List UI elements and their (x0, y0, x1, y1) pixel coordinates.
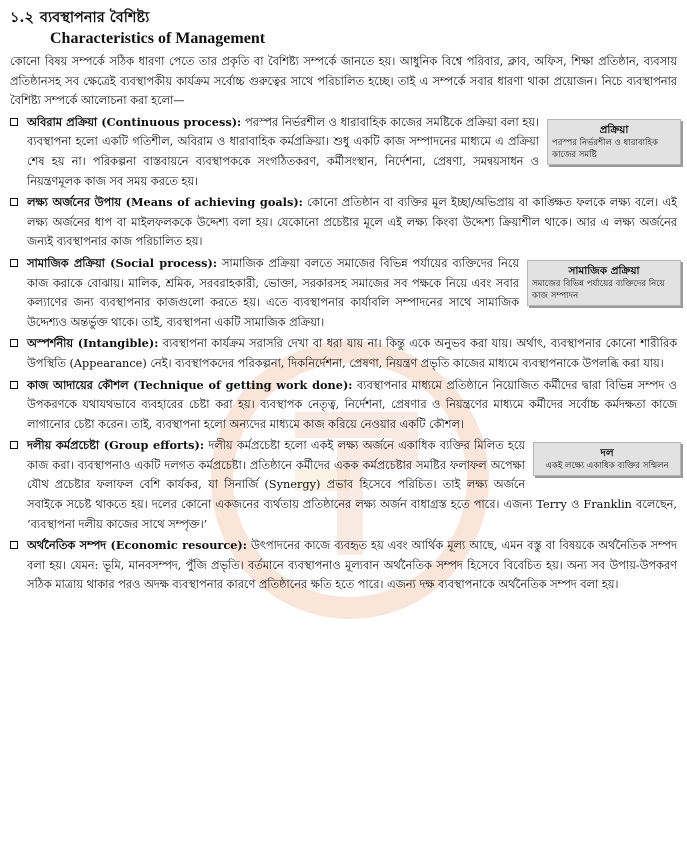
checkbox-bullet-icon (10, 118, 18, 126)
list-item-group-efforts (10, 436, 677, 534)
side-note-title: সামাজিক প্রক্রিয়া (568, 264, 640, 277)
checkbox-bullet-icon (10, 259, 18, 267)
item-text: ব্যবস্থাপনা কার্যক্রম সরাসরি দেখা বা ধরা যায় না। কিন্তু একে অনুভব করা যায়। অর্থাৎ, ব্যবস্থাপনার কোনো শারীরিক উপস্থিতি (Appearance) নেই। ব্যবস্থাপকদের পরিকল্পনা, দিকনির্দেশনা, প্রেষণা, নিয়ন্ত্রণ প্রভৃতি কাজের মাধ্যমে ব্যবস্থাপনাকে উপলব্ধি করা যায়। (27, 337, 677, 370)
list-item-economic-resource (10, 536, 677, 595)
item-heading: অর্থনৈতিক সম্পদ (Economic resource): (27, 538, 247, 553)
item-text: ব্যবস্থাপনার মাধ্যমে প্রতিষ্ঠানে নিয়োজিত কর্মীদের দ্বারা বিভিন্ন সম্পদ ও উপকরণকে যথাযথভাবে ব্যবহারের চেষ্টা করা হয়। ব্যবস্থাপক নেতৃত্ব, নির্দেশনা, প্রেষণার ও নিয়ন্ত্রণের মাধ্যমে কর্মীদের সর্বোচ্চ কর্মদক্ষতা কাজে লাগানোর চেষ্টা করেন। তাই, ব্যবস্থাপনা হলো অন্যদের মাধ্যমে কাজ করিয়ে নেওয়ার একটি কৌশল। (27, 378, 678, 431)
list-item-social-process (10, 254, 677, 332)
item-text: পরস্পর নির্ভরশীল ও ধারাবাহিক কাজের সমষ্টিকে প্রক্রিয়া বলা হয়। ব্যবস্থাপনা হলো একটি গতিশীল, অবিরাম ও ধারাবাহিক কর্মপ্রক্রিয়া। শুধু একটি কাজ সম্পাদনের মাধ্যমে এ প্রক্রিয়া শেষ হয় না। পরিকল্পনা বাস্তবায়নে ব্যবস্থাপককে সংগঠিতকরণ, কর্মীসংস্থান, নির্দেশনা, প্রেষণা, সমন্বয়সাধন ও নিয়ন্ত্রণমূলক কাজ সব সময় করতে হয়। (27, 115, 539, 188)
item-heading: দলীয় কর্মপ্রচেষ্টা (Group efforts): (27, 438, 205, 453)
side-note-text: পরস্পর নির্ভরশীল ও ধারাবাহিক কাজের সমষ্টি (552, 137, 658, 160)
section-subtitle: Characteristics of Management (50, 30, 266, 47)
checkbox-bullet-icon (10, 339, 18, 347)
item-heading: লক্ষ্য অর্জনের উপায় (Means of achieving goals): (27, 195, 303, 210)
side-note-box-social-process (527, 260, 681, 306)
section-title: ব্যবস্থাপনার বৈশিষ্ট্য (39, 9, 150, 26)
list-item-intangible (10, 334, 677, 373)
list-item-continuous-process (10, 113, 677, 191)
checkbox-bullet-icon (10, 381, 18, 389)
item-heading: অবিরাম প্রক্রিয়া (Continuous process): (27, 114, 242, 129)
item-heading: সামাজিক প্রক্রিয়া (Social process): (27, 255, 217, 270)
side-note-box-process (547, 119, 681, 165)
checkbox-bullet-icon (10, 441, 18, 449)
item-text: উৎপাদনের কাজে ব্যবহৃত হয় এবং আর্থিক মূল্য আছে, এমন বস্তু বা বিষয়কে অর্থনৈতিক সম্পদ বলা হয়। যেমন: ভূমি, মানবসম্পদ, পুঁজি প্রভৃতি। বর্তমানে ব্যবস্থাপনাও মূল্যবান অর্থনৈতিক সম্পদ হিসেবে বিবেচিত হয়। অন্য সব উপায়-উপকরণ সঠিক মাত্রায় থাকার পরও অদক্ষ ব্যবস্থাপনার কারণে প্রতিষ্ঠানের ক্ষতি হতে পারে। এজন্য দক্ষ ব্যবস্থাপনাকে অর্থনৈতিক সম্পদ বলা হয়। (27, 539, 677, 592)
section-heading (10, 8, 677, 28)
side-note-title: প্রক্রিয়া (599, 123, 629, 136)
item-text: সামাজিক প্রক্রিয়া বলতে সমাজের বিভিন্ন পর্যায়ের ব্যক্তিদের নিয়ে কাজ করাকে বোঝায়। মালিক, শ্রমিক, সরবরাহকারী, ভোক্তা, সরকারসহ সমাজের সব পক্ষকে নিয়ে এবং সবার কল্যাণের জন্য ব্যবস্থাপনার কাজগুলো করতে হয়। এতে ব্যবস্থাপনার কার্যাবলি সম্পাদনের সাথে সামাজিক উদ্দেশ্যও অন্তর্ভুক্ত থাকে। তাই, ব্যবস্থাপনা একটি সামাজিক প্রক্রিয়া। (27, 256, 519, 329)
side-note-box-group (533, 442, 681, 476)
list-item-technique-work-done (10, 376, 677, 435)
section-number: ১.২ (10, 9, 34, 26)
side-note-title: দল (600, 447, 614, 460)
checkbox-bullet-icon (10, 198, 18, 206)
side-note-text: একই লক্ষ্যে একাধিক ব্যক্তির সম্মিলন (545, 461, 669, 472)
item-text: কোনো প্রতিষ্ঠান বা ব্যক্তির মূল ইচ্ছা/অভিপ্রায় বা কাঙ্ক্ষিত ফলকে লক্ষ্য বলে। এই লক্ষ্য অর্জনের ধাপ বা মাইলফলককে উদ্দেশ্য বলা হয়। যেকোনো প্রচেষ্টার মূলে এই লক্ষ্য কিংবা উদ্দেশ্য ক্রিয়াশীল থাকে। আর এ লক্ষ্য অর্জনের জন্যই ব্যবস্থাপনার কাজ পরিচালিত হয়। (27, 196, 677, 249)
checkbox-bullet-icon (10, 541, 18, 549)
item-text: দলীয় কর্মপ্রচেষ্টা হলো একই লক্ষ্য অর্জনে একাধিক ব্যক্তির মিলিত হয়ে কাজ করা। ব্যবস্থাপনাও একটি দলগত কর্মপ্রচেষ্টা। প্রতিষ্ঠানে কর্মীদের একক কর্মপ্রচেষ্টার সমষ্টির ফলাফল অপেক্ষা যৌথ প্রচেষ্টার ফলাফল বেশি কার্যকর, যা সিনার্জি (Synergy) প্রভাব হিসেবে পরিচিত। তাই লক্ষ্য অর্জনে সবাইকে সচেষ্ট থাকতে হয়। দলের কোনো একজনের ব্যর্থতায় প্রতিষ্ঠানের লক্ষ্য অর্জন বাধাগ্রস্ত হতে পারে। এজন্য Terry ও Franklin বলেছেন, ‘ব্যবস্থাপনা দলীয় কাজের সাথে সম্পৃক্ত।’ (27, 439, 677, 531)
intro-paragraph: কোনো বিষয় সম্পর্কে সঠিক ধারণা পেতে তার প্রকৃতি বা বৈশিষ্ট্য সম্পর্কে জানতে হয়। আধুনিক বিশ্বে পরিবার, ক্লাব, অফিস, শিক্ষা প্রতিষ্ঠান, ব্যবসায় প্রতিষ্ঠানসহ সব ক্ষেত্রেই ব্যবস্থাপকীয় কার্যক্রম সর্বোচ্চ গুরুত্বের সাথে পরিচালিত হচ্ছে। তাই এ সম্পর্কে সবার ধারণা থাকা প্রয়োজন। নিচে ব্যবস্থাপনার বৈশিষ্ট্য সম্পর্কে আলোচনা করা হলো— (10, 55, 677, 108)
list-item-means-of-goals (10, 193, 677, 252)
item-heading: অস্পর্শনীয় (Intangible): (27, 336, 159, 351)
side-note-text: সমাজের বিভিন্ন পর্যায়ের ব্যক্তিদের নিয়ে কাজ সম্পাদন (532, 278, 665, 301)
item-heading: কাজ আদায়ের কৌশল (Technique of getting work done): (27, 377, 353, 392)
